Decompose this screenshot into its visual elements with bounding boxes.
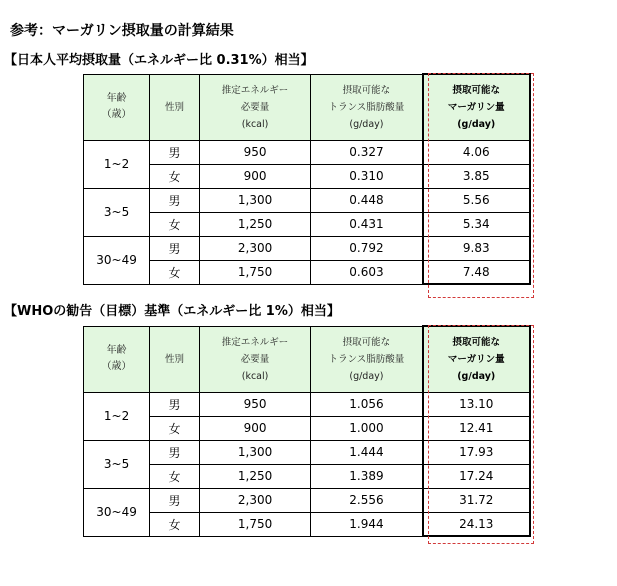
age-cell: 1~2 xyxy=(84,392,150,440)
trans-fat-cell: 1.444 xyxy=(311,440,423,464)
energy-cell: 2,300 xyxy=(199,236,311,260)
margarine-cell: 17.24 xyxy=(423,464,531,488)
header-trans-fat: 摂取可能な トランス脂肪酸量 (g/day) xyxy=(311,74,423,140)
margarine-cell: 9.83 xyxy=(423,236,531,260)
margarine-cell: 24.13 xyxy=(423,512,531,536)
margarine-cell: 13.10 xyxy=(423,392,531,416)
age-cell: 1~2 xyxy=(84,140,150,188)
table-row xyxy=(84,188,531,212)
header-age: 年齢 （歳） xyxy=(84,326,150,392)
sex-cell: 女 xyxy=(150,260,200,284)
sex-cell: 男 xyxy=(150,440,200,464)
table-row xyxy=(84,212,531,236)
table-row xyxy=(84,260,531,284)
trans-fat-cell: 1.944 xyxy=(311,512,423,536)
table-row xyxy=(84,164,531,188)
energy-cell: 1,250 xyxy=(199,464,311,488)
table-2-subtitle: 【WHOの勧告（目標）基準（エネルギー比 1%）相当】 xyxy=(4,304,340,319)
sex-cell: 女 xyxy=(150,164,200,188)
sex-cell: 男 xyxy=(150,488,200,512)
energy-cell: 1,300 xyxy=(199,188,311,212)
energy-cell: 950 xyxy=(199,392,311,416)
table-japan-average xyxy=(83,73,531,285)
margarine-cell: 4.06 xyxy=(423,140,531,164)
table-row xyxy=(84,440,531,464)
energy-cell: 1,750 xyxy=(199,512,311,536)
sex-cell: 男 xyxy=(150,392,200,416)
sex-cell: 男 xyxy=(150,236,200,260)
table-1-subtitle: 【日本人平均摂取量（エネルギー比 0.31%）相当】 xyxy=(4,53,314,68)
header-sex: 性別 xyxy=(150,74,200,140)
header-trans-fat: 摂取可能な トランス脂肪酸量 (g/day) xyxy=(311,326,423,392)
margarine-cell: 3.85 xyxy=(423,164,531,188)
trans-fat-cell: 0.310 xyxy=(311,164,423,188)
energy-cell: 1,300 xyxy=(199,440,311,464)
age-cell: 3~5 xyxy=(84,440,150,488)
trans-fat-cell: 0.603 xyxy=(311,260,423,284)
table-header-row xyxy=(84,74,531,140)
margarine-cell: 17.93 xyxy=(423,440,531,464)
header-margarine: 摂取可能な マーガリン量 (g/day) xyxy=(423,326,531,392)
age-cell: 30~49 xyxy=(84,488,150,536)
sex-cell: 男 xyxy=(150,188,200,212)
header-energy: 推定エネルギー 必要量 (kcal) xyxy=(199,326,311,392)
table-who-recommendation xyxy=(83,325,531,537)
sex-cell: 男 xyxy=(150,140,200,164)
table-row xyxy=(84,392,531,416)
table-header-row xyxy=(84,326,531,392)
energy-cell: 1,750 xyxy=(199,260,311,284)
margarine-cell: 5.56 xyxy=(423,188,531,212)
table-row xyxy=(84,140,531,164)
age-cell: 30~49 xyxy=(84,236,150,284)
trans-fat-cell: 0.448 xyxy=(311,188,423,212)
header-sex: 性別 xyxy=(150,326,200,392)
page-title: 参考：マーガリン摂取量の計算結果 xyxy=(10,23,234,39)
margarine-cell: 7.48 xyxy=(423,260,531,284)
trans-fat-cell: 1.389 xyxy=(311,464,423,488)
table-row xyxy=(84,512,531,536)
header-age: 年齢 （歳） xyxy=(84,74,150,140)
sex-cell: 女 xyxy=(150,212,200,236)
energy-cell: 950 xyxy=(199,140,311,164)
trans-fat-cell: 0.327 xyxy=(311,140,423,164)
sex-cell: 女 xyxy=(150,512,200,536)
trans-fat-cell: 0.792 xyxy=(311,236,423,260)
header-energy: 推定エネルギー 必要量 (kcal) xyxy=(199,74,311,140)
trans-fat-cell: 0.431 xyxy=(311,212,423,236)
age-cell: 3~5 xyxy=(84,188,150,236)
header-margarine: 摂取可能な マーガリン量 (g/day) xyxy=(423,74,531,140)
trans-fat-cell: 2.556 xyxy=(311,488,423,512)
trans-fat-cell: 1.000 xyxy=(311,416,423,440)
margarine-cell: 5.34 xyxy=(423,212,531,236)
sex-cell: 女 xyxy=(150,464,200,488)
energy-cell: 1,250 xyxy=(199,212,311,236)
table-row xyxy=(84,236,531,260)
margarine-cell: 31.72 xyxy=(423,488,531,512)
sex-cell: 女 xyxy=(150,416,200,440)
energy-cell: 900 xyxy=(199,416,311,440)
margarine-cell: 12.41 xyxy=(423,416,531,440)
energy-cell: 900 xyxy=(199,164,311,188)
trans-fat-cell: 1.056 xyxy=(311,392,423,416)
table-row xyxy=(84,416,531,440)
table-row xyxy=(84,488,531,512)
table-row xyxy=(84,464,531,488)
energy-cell: 2,300 xyxy=(199,488,311,512)
